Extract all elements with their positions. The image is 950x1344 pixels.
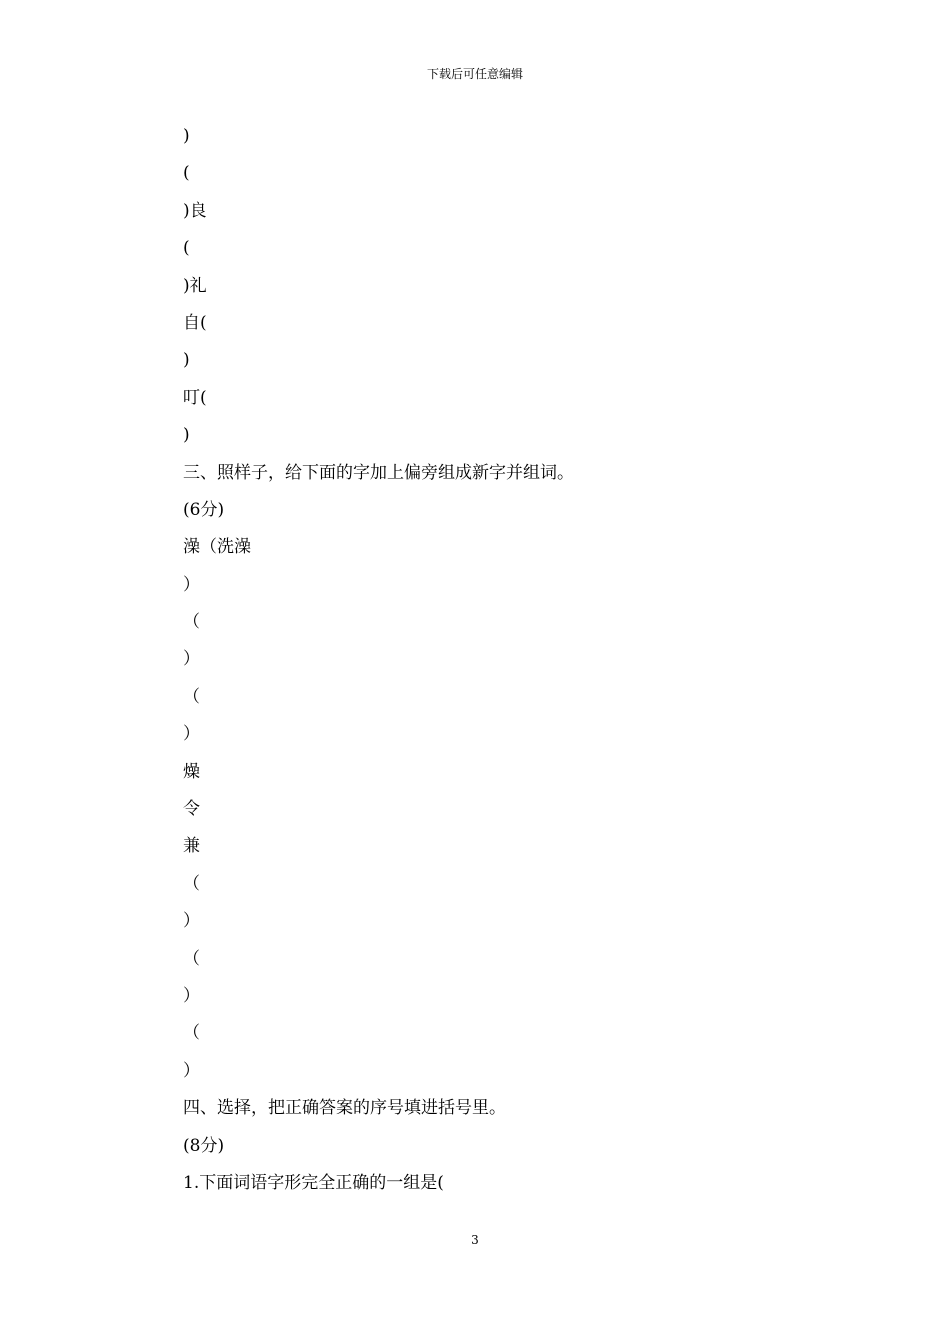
- text-line: （: [183, 612, 200, 633]
- text-line: ）: [183, 649, 200, 670]
- question-line: 1.下面词语字形完全正确的一组是(: [183, 1172, 444, 1193]
- text-line: ): [183, 425, 190, 446]
- text-line: ）: [183, 574, 200, 595]
- text-line: （: [183, 873, 200, 894]
- text-line: (: [183, 238, 190, 259]
- text-line: ）: [183, 911, 200, 932]
- text-line: )良: [183, 200, 207, 221]
- section-heading: 三、照样子，给下面的字加上偏旁组成新字并组词。: [183, 462, 574, 483]
- text-line: (: [183, 163, 190, 184]
- text-line: 燥: [183, 761, 200, 782]
- text-line: （: [183, 686, 200, 707]
- text-line: ): [183, 126, 190, 146]
- text-line: 自(: [183, 312, 207, 333]
- text-line: （: [183, 1023, 200, 1044]
- page-header: 下载后可任意编辑: [426, 67, 523, 81]
- text-line: ): [183, 350, 190, 371]
- score-label: (8分): [183, 1135, 225, 1156]
- text-line: 叮(: [183, 387, 207, 408]
- section-heading: 四、选择，把正确答案的序号填进括号里。: [183, 1098, 506, 1119]
- text-line: 令: [183, 799, 200, 820]
- text-line: ）: [183, 985, 200, 1006]
- score-label: (6分): [183, 499, 225, 520]
- text-line: 兼: [183, 836, 200, 857]
- document-body: [183, 124, 783, 1208]
- text-line: ）: [183, 724, 200, 745]
- text-line: )礼: [183, 275, 207, 296]
- page-number: 3: [471, 1233, 479, 1247]
- text-line: 澡（洗澡: [183, 537, 251, 558]
- text-line: ）: [183, 1060, 200, 1081]
- text-line: （: [183, 948, 200, 969]
